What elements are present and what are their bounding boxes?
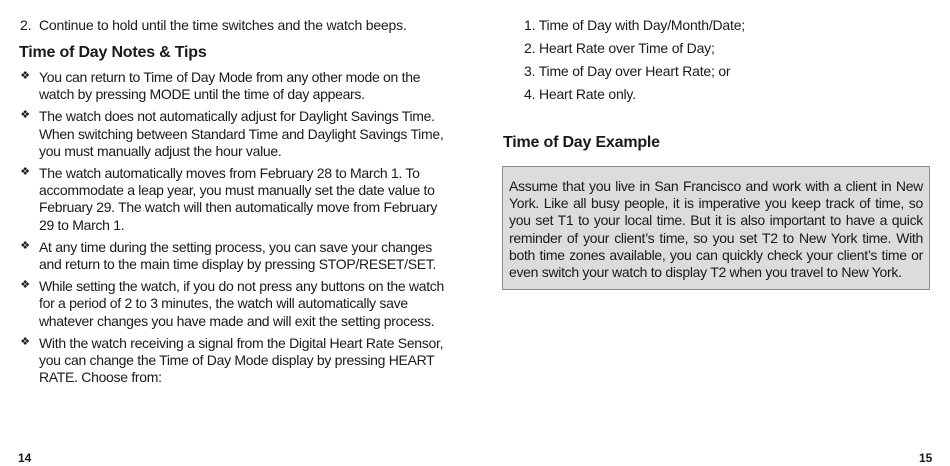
tip-item [19, 278, 451, 330]
example-text: Assume that you live in San Francisco and work with a client in New York. Like all busy people, it is imperative you keep track of time, so you set T1 to your local time. But it is also important to have a quick reminder of your client’s time, so you set T2 to New York time. With both time zones available, you can quickly check your client’s time or even switch your watch to display T2 when you travel to New York. [509, 178, 923, 281]
display-mode-item: 1. Time of Day with Day/Month/Date; [524, 17, 745, 33]
tip-text: With the watch receiving a signal from the Digital Heart Rate Sensor, you can change the Time of Day Mode display by pressing HEART RATE. Choose from: [39, 334, 444, 386]
step-number: 2. [20, 17, 32, 33]
tip-text: The watch does not automatically adjust for Daylight Savings Time. When switching between Standard Time and Daylight Savings Time, you must manually adjust the hour value. [39, 108, 444, 159]
tip-item [19, 335, 451, 387]
tip-item [19, 108, 451, 160]
display-modes-list [524, 17, 745, 109]
example-box [502, 166, 930, 290]
tip-item [19, 239, 451, 273]
tip-text: At any time during the setting process, you can save your changes and return to the main time display by pressing STOP/RESET/SET. [39, 238, 437, 273]
notes-tips-heading: Time of Day Notes & Tips [19, 44, 207, 61]
tip-text: You can return to Time of Day Mode from any other mode on the watch by pressing MODE until the time of day appears. [39, 69, 421, 103]
tip-item [19, 165, 451, 234]
display-mode-item: 2. Heart Rate over Time of Day; [524, 40, 715, 56]
example-heading: Time of Day Example [503, 134, 660, 151]
four-diamond-bullet-icon: ❖ [20, 70, 30, 82]
setting-step-2 [20, 17, 407, 34]
page-number-left: 14 [18, 451, 32, 465]
four-diamond-bullet-icon: ❖ [20, 166, 30, 179]
tips-list [19, 69, 451, 391]
four-diamond-bullet-icon: ❖ [20, 279, 30, 292]
tip-item [19, 69, 451, 103]
tip-text: While setting the watch, if you do not press any buttons on the watch for a period of 2 to 3 minutes, the watch will automatically save whatever changes you have made and will exit the setting process. [39, 278, 444, 329]
step-text: Continue to hold until the time switches and the watch beeps. [39, 17, 407, 33]
display-mode-item: 4. Heart Rate only. [524, 86, 636, 102]
tip-text: The watch automatically moves from February 28 to March 1. To accommodate a leap year, you must manually set the date value to February 29. The watch will then automatically move from February 29 to March 1. [39, 165, 438, 233]
page-number-right: 15 [919, 451, 933, 465]
four-diamond-bullet-icon: ❖ [20, 239, 30, 252]
four-diamond-bullet-icon: ❖ [20, 109, 30, 122]
display-mode-item: 3. Time of Day over Heart Rate; or [524, 63, 731, 79]
four-diamond-bullet-icon: ❖ [20, 335, 30, 348]
